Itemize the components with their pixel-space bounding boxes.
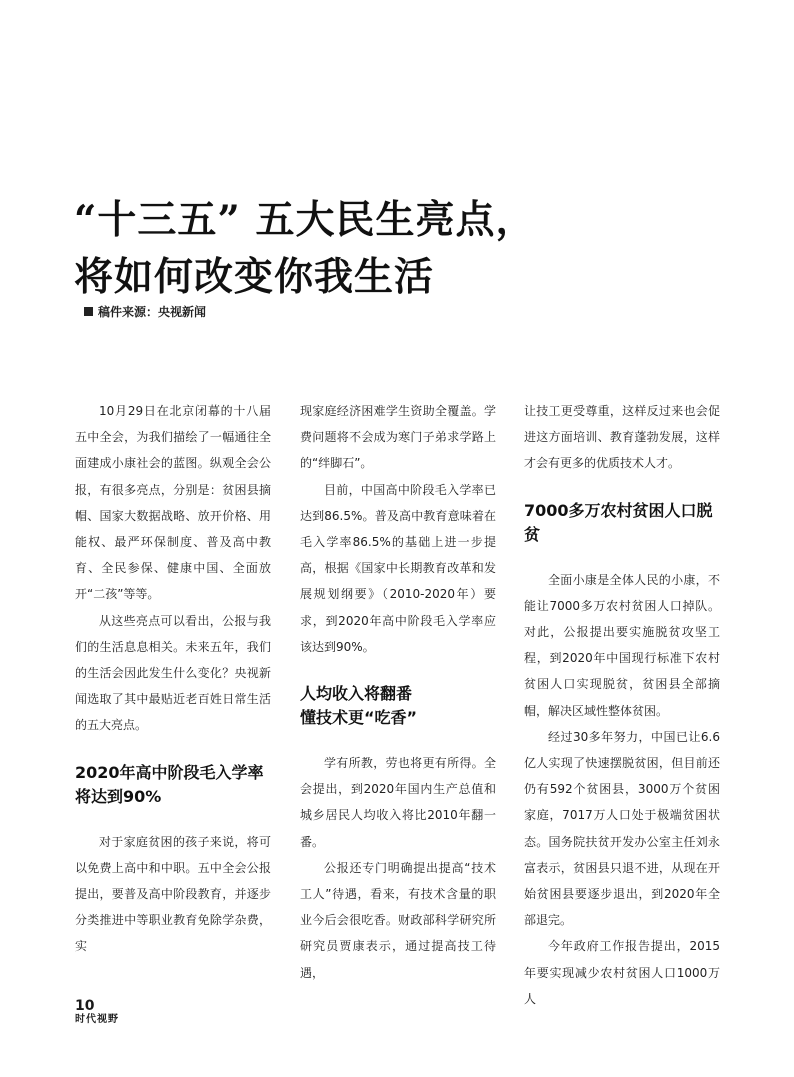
paragraph: 从这些亮点可以看出，公报与我们的生活息息相关。未来五年，我们的生活会因此发生什么变化？央视新闻选取了其中最贴近老百姓日常生活的五大亮点。 [75,613,271,733]
title-line-1: “十三五” 五大民生亮点， [74,197,536,243]
paragraph: 对于家庭贫困的孩子来说，将可以免费上高中和中职。五中全会公报提出，要普及高中阶段教育，并逐步分类推进中等职业教育免除学杂费，实 [75,834,271,954]
paragraph: 让技工更受尊重，这样反过来也会促进这方面培训、教育蓬勃发展，这样才会有更多的优质技术人才。 [524,404,720,471]
paragraph: 今年政府工作报告提出，2015年要实现减少农村贫困人口1000万人 [524,939,720,1006]
paragraph: 目前，中国高中阶段毛入学率已达到86.5%。普及高中教育意味着在毛入学率86.5%的基础上进一步提高，根据《国家中长期教育改革和发展规划纲要》（2010-2020年）要求，到2020年高中阶段毛入学率应该达到90%。 [300,482,496,654]
square-bullet-icon [84,307,93,316]
paragraph: 10月29日在北京闭幕的十八届五中全会，为我们描绘了一幅通往全面建成小康社会的蓝图。纵观全会公报，有很多亮点，分别是：贫困县摘帽、国家大数据战略、放开价格、用能权、最严环保制度、普及高中教育、全民参保、健康中国、全面放开“二孩”等等。 [75,404,271,602]
paragraph: 现家庭经济困难学生资助全覆盖。学费问题将不会成为寒门子弟求学路上的“绊脚石”。 [300,404,496,471]
title-line-2: 将如何改变你我生活 [74,254,435,300]
section-heading: 2020年高中阶段毛入学率将达到90% [75,762,264,806]
section-heading-line-1: 人均收入将翻番 [300,684,413,704]
page-footer [75,998,119,1026]
column-2 [300,398,496,986]
source-text: 稿件来源：央视新闻 [98,305,207,319]
magazine-logo: 时代视野 [75,1014,119,1025]
column-3 [524,398,720,1012]
article-source [84,303,206,320]
paragraph: 经过30多年努力，中国已让6.6亿人实现了快速摆脱贫困，但目前还仍有592个贫困县，3000万个贫困家庭，7017万人口处于极端贫困状态。国务院扶贫开发办公室主任刘永富表示，贫困县只退不进，从现在开始贫困县要逐步退出，到2020年全部退完。 [524,729,720,928]
section-heading [300,682,496,730]
section-heading-line-2: 懂技术更“吃香” [300,708,418,728]
page-number: 10 [75,998,95,1014]
paragraph: 学有所教，劳也将更有所得。全会提出，到2020年国内生产总值和城乡居民人均收入将比2010年翻一番。 [300,756,496,849]
paragraph: 公报还专门明确提出提高“技术工人”待遇，看来，有技术含量的职业今后会很吃香。财政部科学研究所研究员贾康表示，通过提高技工待遇， [300,860,496,980]
paragraph: 全面小康是全体人民的小康，不能让7000多万农村贫困人口掉队。对此，公报提出要实施脱贫攻坚工程，到2020年中国现行标准下农村贫困人口实现脱贫，贫困县全部摘帽，解决区域性整体贫困。 [524,572,720,718]
section-heading: 7000多万农村贫困人口脱贫 [524,500,713,544]
column-1 [75,398,271,960]
article-title [74,192,535,306]
